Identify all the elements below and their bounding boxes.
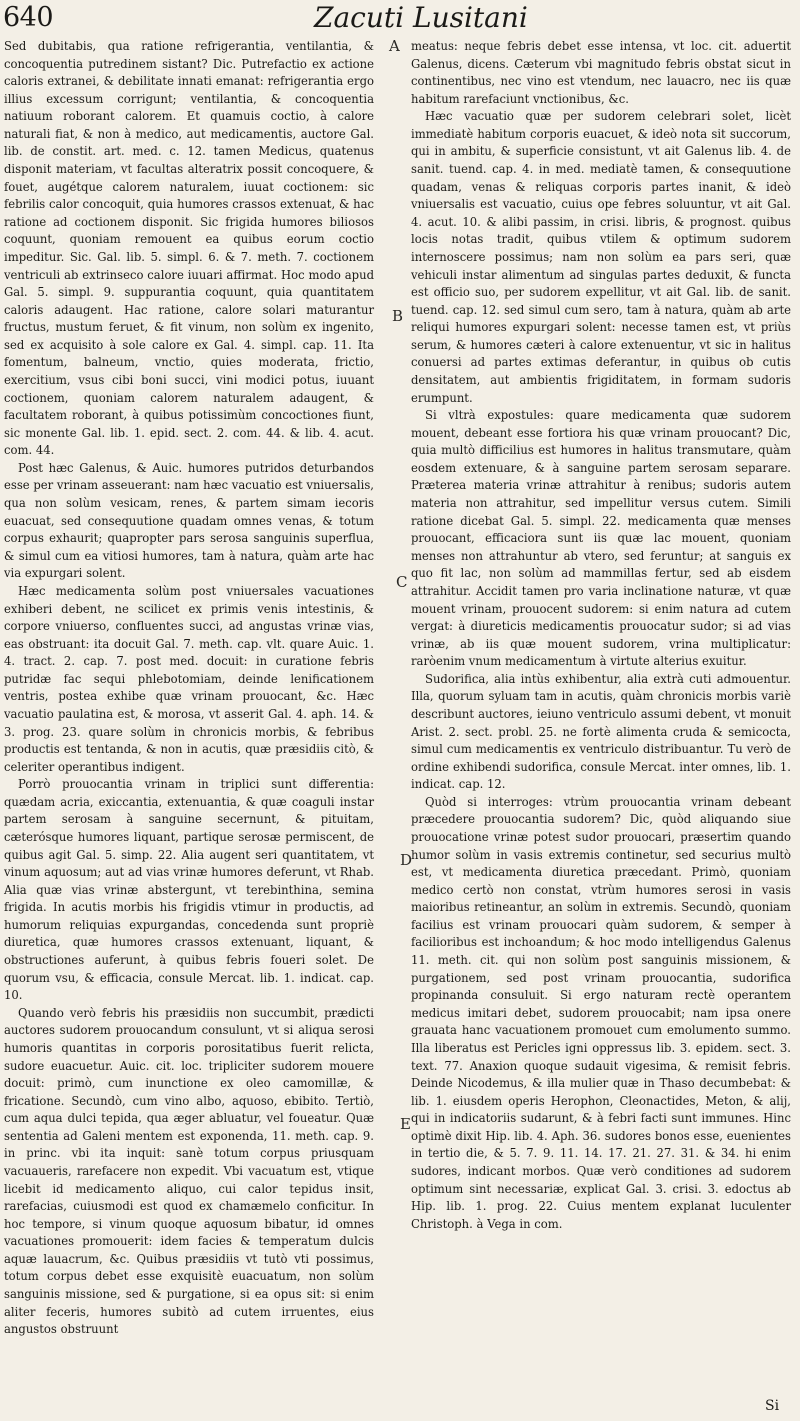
- paragraph: Post hæc Galenus, & Auic. humores putridos deturbandos esse per vrinam asseuerant: nam hæc vacuatio est vniuersalis, qua non solùm vesicam, renes, & partem simam iecoris euacuat, sed consequutione quadam omnes venas, & totum corpus exhaurit; quapropter pars serosa sanguinis superflua, & simul cum ea vitiosi humores, tam à natura, quàm arte hac via expurgari solent.: [4, 460, 374, 581]
- margin-marker-d: D: [400, 851, 413, 869]
- right-column: [411, 38, 791, 1233]
- margin-marker-a: A: [389, 37, 400, 55]
- margin-marker-b: B: [392, 307, 404, 325]
- paragraph: Si vltrà expostules: quare medicamenta quæ sudorem mouent, debeant esse fortiora his quæ vrinam prouocant? Dic, quia multò difficilius est humores in halitus transmutare, quàm eosdem extenuare, & à sanguine partem serosam separare. Præterea materia vrinæ attrahitur à renibus; sudoris autem materia non attrahitur, sed impellitur versus cutem. Simili ratione dicebat Gal. 5. simpl. 22. medicamenta quæ menses prouocant, efficaciora sunt iis quæ lac mouent, quoniam menses non attrahuntur ab vtero, sed feruntur; at sanguis ex quo fit lac, non solùm ad mammillas fertur, sed ab eisdem attrahitur. Accidit tamen pro varia inclinatione naturæ, vt quæ mouent vrinam, prouocent sudorem: si enim natura ad cutem vergat: à diureticis medicamentis prouocatur sudor; si ad vias vrinæ, ab iis quæ mouent sudorem, vrina multiplicatur: raròenim vnum medicamentum à virtute alterius exuitur.: [411, 408, 791, 669]
- paragraph: Quando verò febris his præsidiis non succumbit, prædicti auctores sudorem prouocandum consulunt, vt si aliqua serosi humoris quantitas in corporis porositatibus fuerit relicta, sudore euacuetur. Auic. cit. loc. tripliciter sudorem mouere docuit: primò, cum inunctione ex oleo camomillæ, & fricatione. Secundò, cum vino albo, aquoso, ebibito. Tertiò, cum aqua dulci tepida, qua æger abluatur, vel foueatur. Quæ sententia ad Galeni mentem est exponenda, 11. meth. cap. 9. in princ. vbi ita inquit: sanè totum corpus priusquam vacuaueris, rarefacere non expedit. Vbi vacuatum est, vtique licebit id medicamento aliquo, cui calor tepidus insit, rarefacias, cuiusmodi est quod ex chamæmelo conficitur. In hoc tempore, si vinum quoque aquosum bibatur, id omnes vacuationes promouerit: idem facies & temperatum dulcis aquæ lauacrum, &c. Quibus præsidiis vt tutò vti possimus, totum corpus debet esse exquisitè euacuatum, non solùm sanguinis missione, sed & purgatione, si ea opus sit: si enim aliter feceris, humores subitò ad cutem irruentes, eius angustos obstruunt: [4, 1005, 374, 1337]
- catchword: Si: [765, 1398, 780, 1414]
- paragraph: meatus: neque febris debet esse intensa, vt loc. cit. aduertit Galenus, dicens. Cæterum vbi magnitudo febris obstat sicut in continentibus, nec vino est vtendum, nec lauacro, nec iis quæ habitum rarefaciunt vnctionibus, &c.: [411, 39, 791, 106]
- running-head: Zacuti Lusitani: [314, 1, 528, 34]
- paragraph: Sudorifica, alia intùs exhibentur, alia extrà cuti admouentur. Illa, quorum syluam tam in acutis, quàm chronicis morbis variè describunt auctores, ieiuno ventriculo assumi debent, vt monuit Arist. 2. sect. probl. 25. ne fortè alimenta cruda & semicocta, simul cum medicamentis ex ventriculo distribuantur. Tu verò de ordine exhibendi sudorifica, consule Mercat. inter omnes, lib. 1. indicat. cap. 12.: [411, 671, 791, 792]
- paragraph: Hæc vacuatio quæ per sudorem celebrari solet, licèt immediatè habitum corporis euacuet, & ideò nota sit succorum, qui in ambitu, & superficie consistunt, vt ait Galenus lib. 4. de sanit. tuend. cap. 4. in med. mediatè tamen, & consequutione quadam, venas & reliquas corporis partes inanit, & ideò vniuersalis est vacuatio, cuius ope febres soluuntur, vt ait Gal. 4. acut. 10. & alibi passim, in crisi. libris, & prognost. quibus locis notas tradit, quibus vtilem & optimum sudorem internoscere possimus; nam non solùm ea pars seri, quæ vehiculi instar alimentum ad singulas partes deduxit, & functa est officio suo, per sudorem expellitur, vt ait Gal. lib. de sanit. tuend. cap. 12. sed simul cum sero, tam à natura, quàm ab arte reliqui humores expurgari solent: necesse tamen est, vt priùs serum, & humores cæteri à calore extenuentur, vt sic in halitus conuersi ad partes extimas deferantur, in quibus ob cutis densitatem, aut ambientis frigiditatem, in formam sudoris erumpunt.: [411, 109, 791, 405]
- left-column: [4, 38, 374, 1339]
- margin-marker-e: E: [400, 1115, 411, 1133]
- paragraph: Sed dubitabis, qua ratione refrigerantia, ventilantia, & concoquentia putredinem sistant? Dic. Putrefactio ex actione caloris extranei, & debilitate innati emanat: refrigerantia ergo illius excessum corrigunt; ventilantia, & concoquentia natiuum roborant calorem. Et quamuis coctio, à calore naturali fiat, & non à medico, aut medicamentis, auctore Gal. lib. de constit. art. med. c. 12. tamen Medicus, quatenus disponit materiam, vt facultas alteratrix possit concoquere, & fouet, augétque calorem naturalem, iuuat coctionem: sic febrilis calor concoquit, quia humores crassos extenuat, & hac ratione ad coctionem disponit. Sic frigida humores biliosos coquunt, quoniam remouent ea quibus eorum coctio impeditur. Sic. Gal. lib. 5. simpl. 6. & 7. meth. 7. coctionem ventriculi ab extrinseco calore iuuari affirmat. Hoc modo apud Gal. 5. simpl. 9. suppurantia coquunt, quia quantitatem caloris adaugent. Hac ratione, calore solari maturantur fructus, mustum feruet, & fit vinum, non solùm ex ingenito, sed ex acquisito à sole calore ex Gal. 4. simpl. cap. 11. Ita fomentum, balneum, vnctio, quies moderata, frictio, exercitium, vsus cibi boni succi, vini modici potus, iuuant coctionem, quoniam calorem naturalem adaugent, & facultatem roborant, à quibus potissimùm concoctiones fiunt, sic monente Gal. lib. 1. epid. sect. 2. com. 44. & lib. 4. acut. com. 44.: [4, 39, 374, 458]
- paragraph: Quòd si interroges: vtrùm prouocantia vrinam debeant præcedere prouocantia sudorem? Dic, quòd aliquando siue prouocatione vrinæ potest sudor prouocari, præsertim quando humor solùm in vasis extremis continetur, sed securius multò est, vt medicamenta diuretica præcedant. Primò, quoniam medico certò non constat, vtrùm humores serosi in vasis maioribus retineantur, an solùm in extremis. Secundò, quoniam facilius est vrinam prouocari quàm sudorem, & semper à facilioribus est inchoandum; & hoc modo intelligendus Galenus 11. meth. cit. qui non solùm post sanguinis missionem, & purgationem, sed post vrinam prouocantia, sudorifica propinanda consuluit. Si ergo naturam rectè operantem medicus imitari debet, sudorem prouocabit; nam ipsa onere grauata hanc vacuationem promouet cum emolumento summo. Illa liberatus est Pericles igni oppressus lib. 3. epidem. sect. 3. text. 77. Anaxion quoque sudauit vigesima, & remisit febris. Deinde Nicodemus, & illa mulier quæ in Thaso decumbebat: & lib. 1. eiusdem operis Herophon, Cleonactides, Meton, & alij, qui in indicatoriis sudarunt, & à febri facti sunt immunes. Hinc optimè dixit Hip. lib. 4. Aph. 36. sudores bonos esse, euenientes in tertio die, & 5. 7. 9. 11. 14. 17. 21. 27. 31. & 34. hi enim sudores, indicant morbos. Quæ verò conditiones ad sudorem optimum sint necessariæ, explicat Gal. 3. crisi. 3. edoctus ab Hip. lib. 1. prog. 22. Cuius mentem explanat luculenter Christoph. à Vega in com.: [411, 794, 791, 1231]
- paragraph: Hæc medicamenta solùm post vniuersales vacuationes exhiberi debent, ne scilicet ex primis venis intestinis, & corpore vniuerso, confluentes succi, ad angustas vrinæ vias, eas obstruant: ita docuit Gal. 7. meth. cap. vlt. quare Auic. 1. 4. tract. 2. cap. 7. post med. docuit: in curatione febris putridæ fac sequi phlebotomiam, deinde lenificationem ventris, postea exhibe quæ vrinam prouocant, &c. Hæc vacuatio paulatina est, & morosa, vt asserit Gal. 4. aph. 14. & 3. prog. 23. quare solùm in chronicis morbis, & febribus productis est tentanda, & non in acutis, quæ præsidiis citò, & celeriter operantibus indigent.: [4, 583, 374, 774]
- paragraph: Porrò prouocantia vrinam in triplici sunt differentia: quædam acria, exiccantia, extenuantia, & quæ coaguli instar partem serosam à sanguine secernunt, & pituitam, cæterósque humores liquant, partique serosæ permiscent, de quibus agit Gal. 5. simp. 22. Alia augent seri quantitatem, vt vinum aquosum; aut ad vias vrinæ humores deferunt, vt Rhab. Alia quæ vias vrinæ abstergunt, vt terebinthina, semina frigida. In acutis morbis his frigidis vtimur in productis, ad humorum reliquias expurgandas, concedenda sunt propriè diuretica, quæ humores crassos extenuant, liquant, & obstructiones auferunt, à quibus febris foueri solet. De quorum vsu, & efficacia, consule Mercat. lib. 1. indicat. cap. 10.: [4, 777, 374, 1003]
- page-number: 640: [3, 2, 54, 33]
- margin-marker-c: C: [396, 573, 408, 591]
